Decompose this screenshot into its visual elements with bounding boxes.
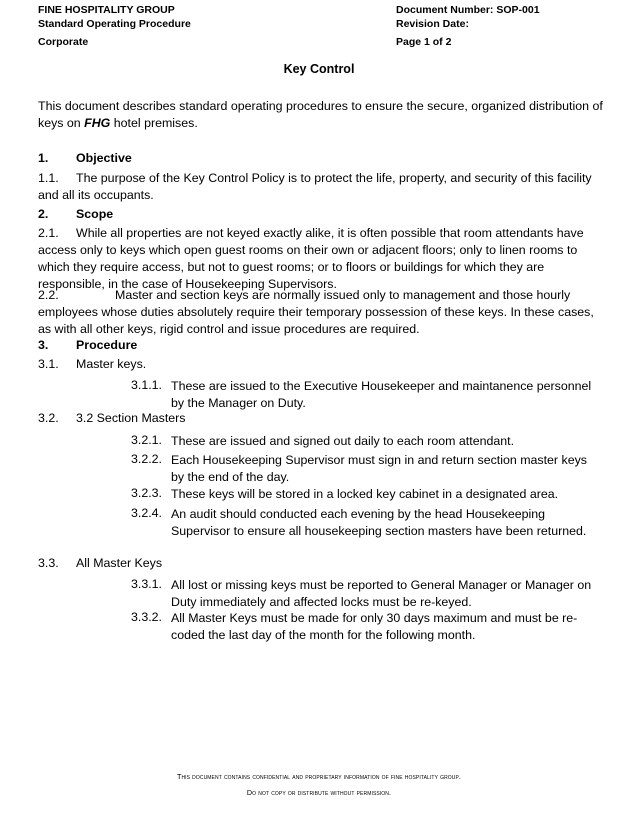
item-3-2-4-number: 3.2.4. [131,506,163,520]
item-3-3-2-text: All Master Keys must be made for only 30 days maximum and must be re-coded the last day of the month for the following month. [171,611,578,642]
subsection-3-1-title: Master keys. [76,357,147,371]
item-3-2-1-text: These are issued and signed out daily to each room attendant. [171,434,515,448]
paragraph-2-1-number: 2.1. [38,226,59,240]
header-doc-type: Standard Operating Procedure [38,18,191,30]
item-3-3-1-text: All lost or missing keys must be reported to General Manager or Manager on Duty immediately and affected locks must be re-keyed. [171,578,592,609]
paragraph-2-2 [38,287,604,338]
header-revision-date: Revision Date: [396,18,469,30]
item-3-2-3-text: These keys will be stored in a locked key cabinet in a designated area. [171,487,559,501]
subsection-3-2-number: 3.2. [38,411,59,425]
item-3-2-4-text: An audit should conducted each evening by the head Housekeeping Supervisor to ensure all housekeeping section masters have been returned. [171,507,587,538]
section-2-title: Scope [76,207,114,221]
subsection-3-1-number: 3.1. [38,357,59,371]
intro-text-after: hotel premises. [110,116,198,130]
subsection-3-2-title: 3.2 Section Masters [76,411,186,425]
subsection-3-3-number: 3.3. [38,556,59,570]
intro-paragraph [38,98,604,132]
item-3-1-1-text: These are issued to the Executive Housekeeper and maintanence personnel by the Manager on Duty. [171,379,592,410]
section-3-title: Procedure [76,338,138,352]
header-page-number: Page 1 of 2 [396,36,452,48]
section-2-number: 2. [38,207,49,221]
paragraph-2-2-text: Master and section keys are normally issued only to management and those hourly employees whose duties absolutely require their temporary possession of these keys. In these cases, as with all other keys, rigid control and issue procedures are required. [38,288,594,336]
paragraph-1-1 [38,170,604,204]
intro-company-abbrev: FHG [84,116,111,130]
section-3-number: 3. [38,338,49,352]
paragraph-1-1-text: The purpose of the Key Control Policy is to protect the life, property, and security of this facility and all its occupants. [38,171,592,202]
section-1-title: Objective [76,151,132,165]
paragraph-2-2-number: 2.2. [38,288,59,302]
item-3-3-1-number: 3.3.1. [131,577,163,591]
footer-distribution-notice: Do not copy or distribute without permission. [246,788,392,797]
header-department: Corporate [38,36,89,48]
item-3-2-1-number: 3.2.1. [131,433,163,447]
section-1-number: 1. [38,151,49,165]
item-3-2-2-text: Each Housekeeping Supervisor must sign in and return section master keys by the end of the day. [171,453,587,484]
item-3-2-2-number: 3.2.2. [131,452,163,466]
item-3-2-3-number: 3.2.3. [131,486,163,500]
intro-text-before: This document describes standard operating procedures to ensure the secure, organized distribution of keys on [38,99,603,130]
paragraph-2-1 [38,225,604,293]
paragraph-2-1-text: While all properties are not keyed exactly alike, it is often possible that room attendants have access only to keys which open guest rooms on their own or adjacent floors; only to linen rooms to which they require access, but not to guest rooms; or to floors or buildings for which they are responsible, in the case of Housekeeping Supervisors. [38,226,584,291]
paragraph-1-1-number: 1.1. [38,171,59,185]
subsection-3-3-title: All Master Keys [76,556,163,570]
item-3-1-1-number: 3.1.1. [131,378,163,392]
footer-confidential-notice: This document contains confidential and proprietary information of fine hospitality group. [176,772,462,781]
document-title: Key Control [283,62,355,76]
header-company: FINE HOSPITALITY GROUP [38,4,175,16]
item-3-3-2-number: 3.3.2. [131,610,163,624]
header-doc-number: Document Number: SOP-001 [396,4,540,16]
